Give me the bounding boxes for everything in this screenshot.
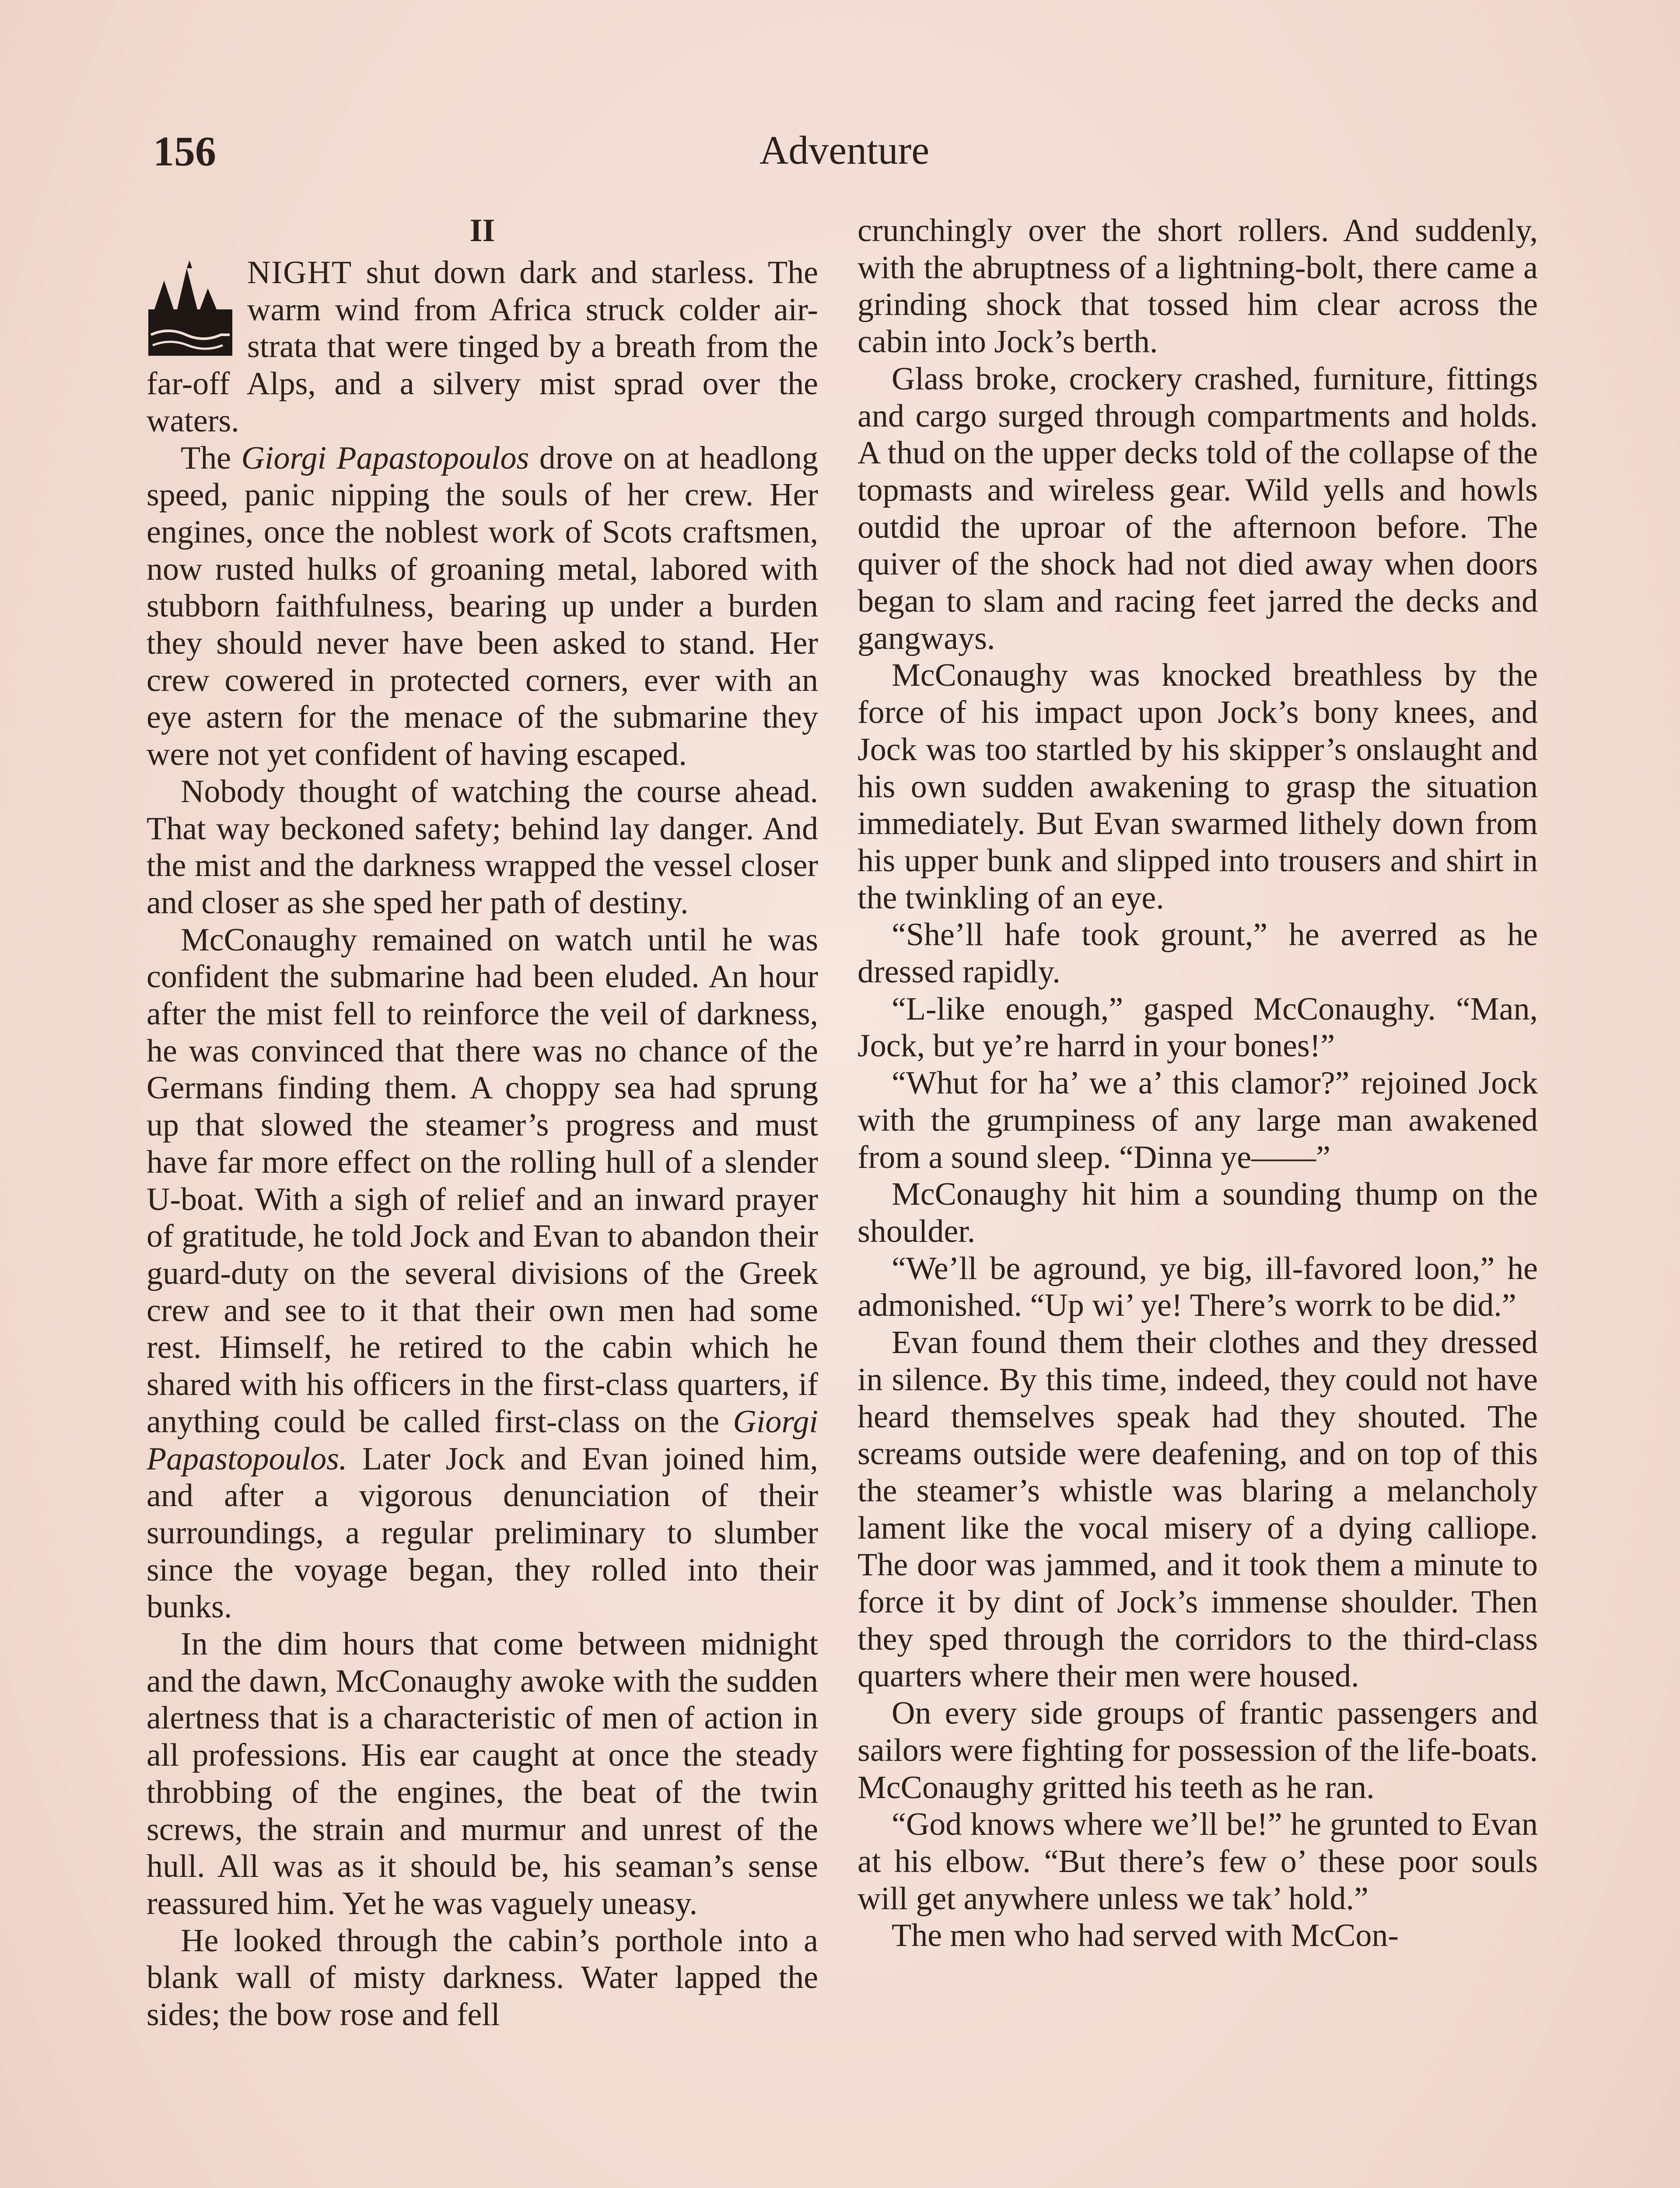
paragraph-r5: “Whut for ha’ we a’ this clamor?” rejoined Jock with the grumpiness of any large man awakened from a sound sleep. “Dinna ye——” xyxy=(858,1065,1538,1175)
dropcap-word: NIGHT xyxy=(247,255,353,291)
left-column xyxy=(147,212,818,2034)
paragraph-2 xyxy=(147,440,818,773)
paragraph-r3: “She’ll hafe took grount,” he averred as he dressed rapidly. xyxy=(858,917,1538,990)
paragraph-1 xyxy=(147,254,818,440)
page-number: 156 xyxy=(153,128,216,175)
running-title: Adventure xyxy=(759,128,930,172)
right-column xyxy=(858,212,1538,1954)
paragraph-r1: Glass broke, crockery crashed, furniture, fittings and cargo surged through compartments and holds. A thud on the upper decks told of the collapse of the topmasts and wireless gear. Wild yells and howls outdid the uproar of the afternoon before. The quiver of the shock had not died away when doors began to slam and racing feet jarred the decks and gangways. xyxy=(858,361,1538,656)
paragraph-1-text: shut down dark and starless. The warm wind from Africa struck colder air-strata that were tinged by a breath from the far-off Alps, and a silvery mist sprad over the waters. xyxy=(147,255,818,439)
paragraph-r9: On every side groups of frantic passengers and sailors were fighting for possession of the life-boats. McConaughy gritted his teeth as he ran. xyxy=(858,1695,1538,1806)
paragraph-r0: crunchingly over the short rollers. And suddenly, with the abruptness of a lightning-bolt, there came a grinding shock that tossed him clear across the cabin into Jock’s berth. xyxy=(858,213,1538,360)
paragraph-4-text-b: Later Jock and Evan joined him, and after a vigorous denunciation of their surroundings, a regular preliminary to slumber since the voyage began, they rolled into their bunks. xyxy=(147,1441,818,1625)
paragraph-r8: Evan found them their clothes and they dressed in silence. By this time, indeed, they could not have heard themselves speak had they shouted. The screams outside were deafening, and on top of this the steamer’s whistle was blaring a melancholy lament like the vocal misery of a dying calliope. The door was jammed, and it took them a minute to force it by dint of Jock’s immense shoulder. Then they sped through the corridors to the third-class quarters where their men were housed. xyxy=(858,1325,1538,1694)
paragraph-4-text-a: McConaughy remained on watch until he was confident the submarine had been eluded. An hour after the mist fell to reinforce the veil of darkness, he was convinced that there was no chance of the Germans finding them. A choppy sea had sprung up that slowed the steamer’s progress and must have far more effect on the rolling hull of a slender U-boat. With a sigh of relief and an inward prayer of gratitude, he told Jock and Evan to abandon their guard-duty on the several divisions of the Greek crew and see to it that their own men had some rest. Himself, he retired to the cabin which he shared with his officers in the first-class quarters, if anything could be called first-class on the xyxy=(147,922,818,1440)
paragraph-3: Nobody thought of watching the course ahead. That way beckoned safety; behind lay danger. And the mist and the darkness wrapped the vessel closer and closer as she sped her path of destiny. xyxy=(147,773,818,921)
paragraph-r4: “L-like enough,” gasped McConaughy. “Man, Jock, but ye’re harrd in your bones!” xyxy=(858,991,1538,1064)
page-header xyxy=(153,127,1536,193)
paragraph-r6: McConaughy hit him a sounding thump on the shoulder. xyxy=(858,1176,1538,1249)
paragraph-r7: “We’ll be aground, ye big, ill-favored loon,” he admonished. “Up wi’ ye! There’s worrk to be did.” xyxy=(858,1250,1538,1324)
paragraph-r2: McConaughy was knocked breathless by the force of his impact upon Jock’s bony knees, and Jock was too startled by his skipper’s onslaught and his own sudden awakening to grasp the situation immediately. But Evan swarmed lithely down from his upper bunk and slipped into trousers and shirt in the twinkling of an eye. xyxy=(858,657,1538,916)
paragraph-4 xyxy=(147,922,818,1626)
section-numeral: II xyxy=(469,213,495,249)
paragraph-r10: “God knows where we’ll be!” he grunted to Evan at his elbow. “But there’s few o’ these poor souls will get anywhere unless we tak’ hold.” xyxy=(858,1806,1538,1917)
paragraph-5: In the dim hours that come between midnight and the dawn, McConaughy awoke with the sudden alertness that is a characteristic of men of action in all professions. His ear caught at once the steady throbbing of the engines, the beat of the twin screws, the strain and murmur and unrest of the hull. All was as it should be, his seaman’s sense reassured him. Yet he was vaguely uneasy. xyxy=(147,1626,818,1922)
paragraph-2-text: drove on at headlong speed, panic nipping the souls of her crew. Her engines, once the noblest work of Scots craftsmen, now rusted hulks of groaning metal, labored with stubborn faithfulness, bearing up under a burden they should never have been asked to stand. Her crew cowered in protected corners, ever with an eye astern for the menace of the submarine they were not yet confident of having escaped. xyxy=(147,440,819,773)
paragraph-2-lead: The xyxy=(181,440,242,476)
paragraph-r11: The men who had served with McCon- xyxy=(892,1918,1399,1954)
ship-name: Giorgi Papastopoulos xyxy=(241,440,529,476)
dropcap-ornament-icon xyxy=(147,258,234,358)
paragraph-6: He looked through the cabin’s porthole into a blank wall of misty darkness. Water lapped the sides; the bow rose and fell xyxy=(147,1922,818,2033)
ship-name: Giorgi Papastopoulos. xyxy=(147,1403,818,1477)
